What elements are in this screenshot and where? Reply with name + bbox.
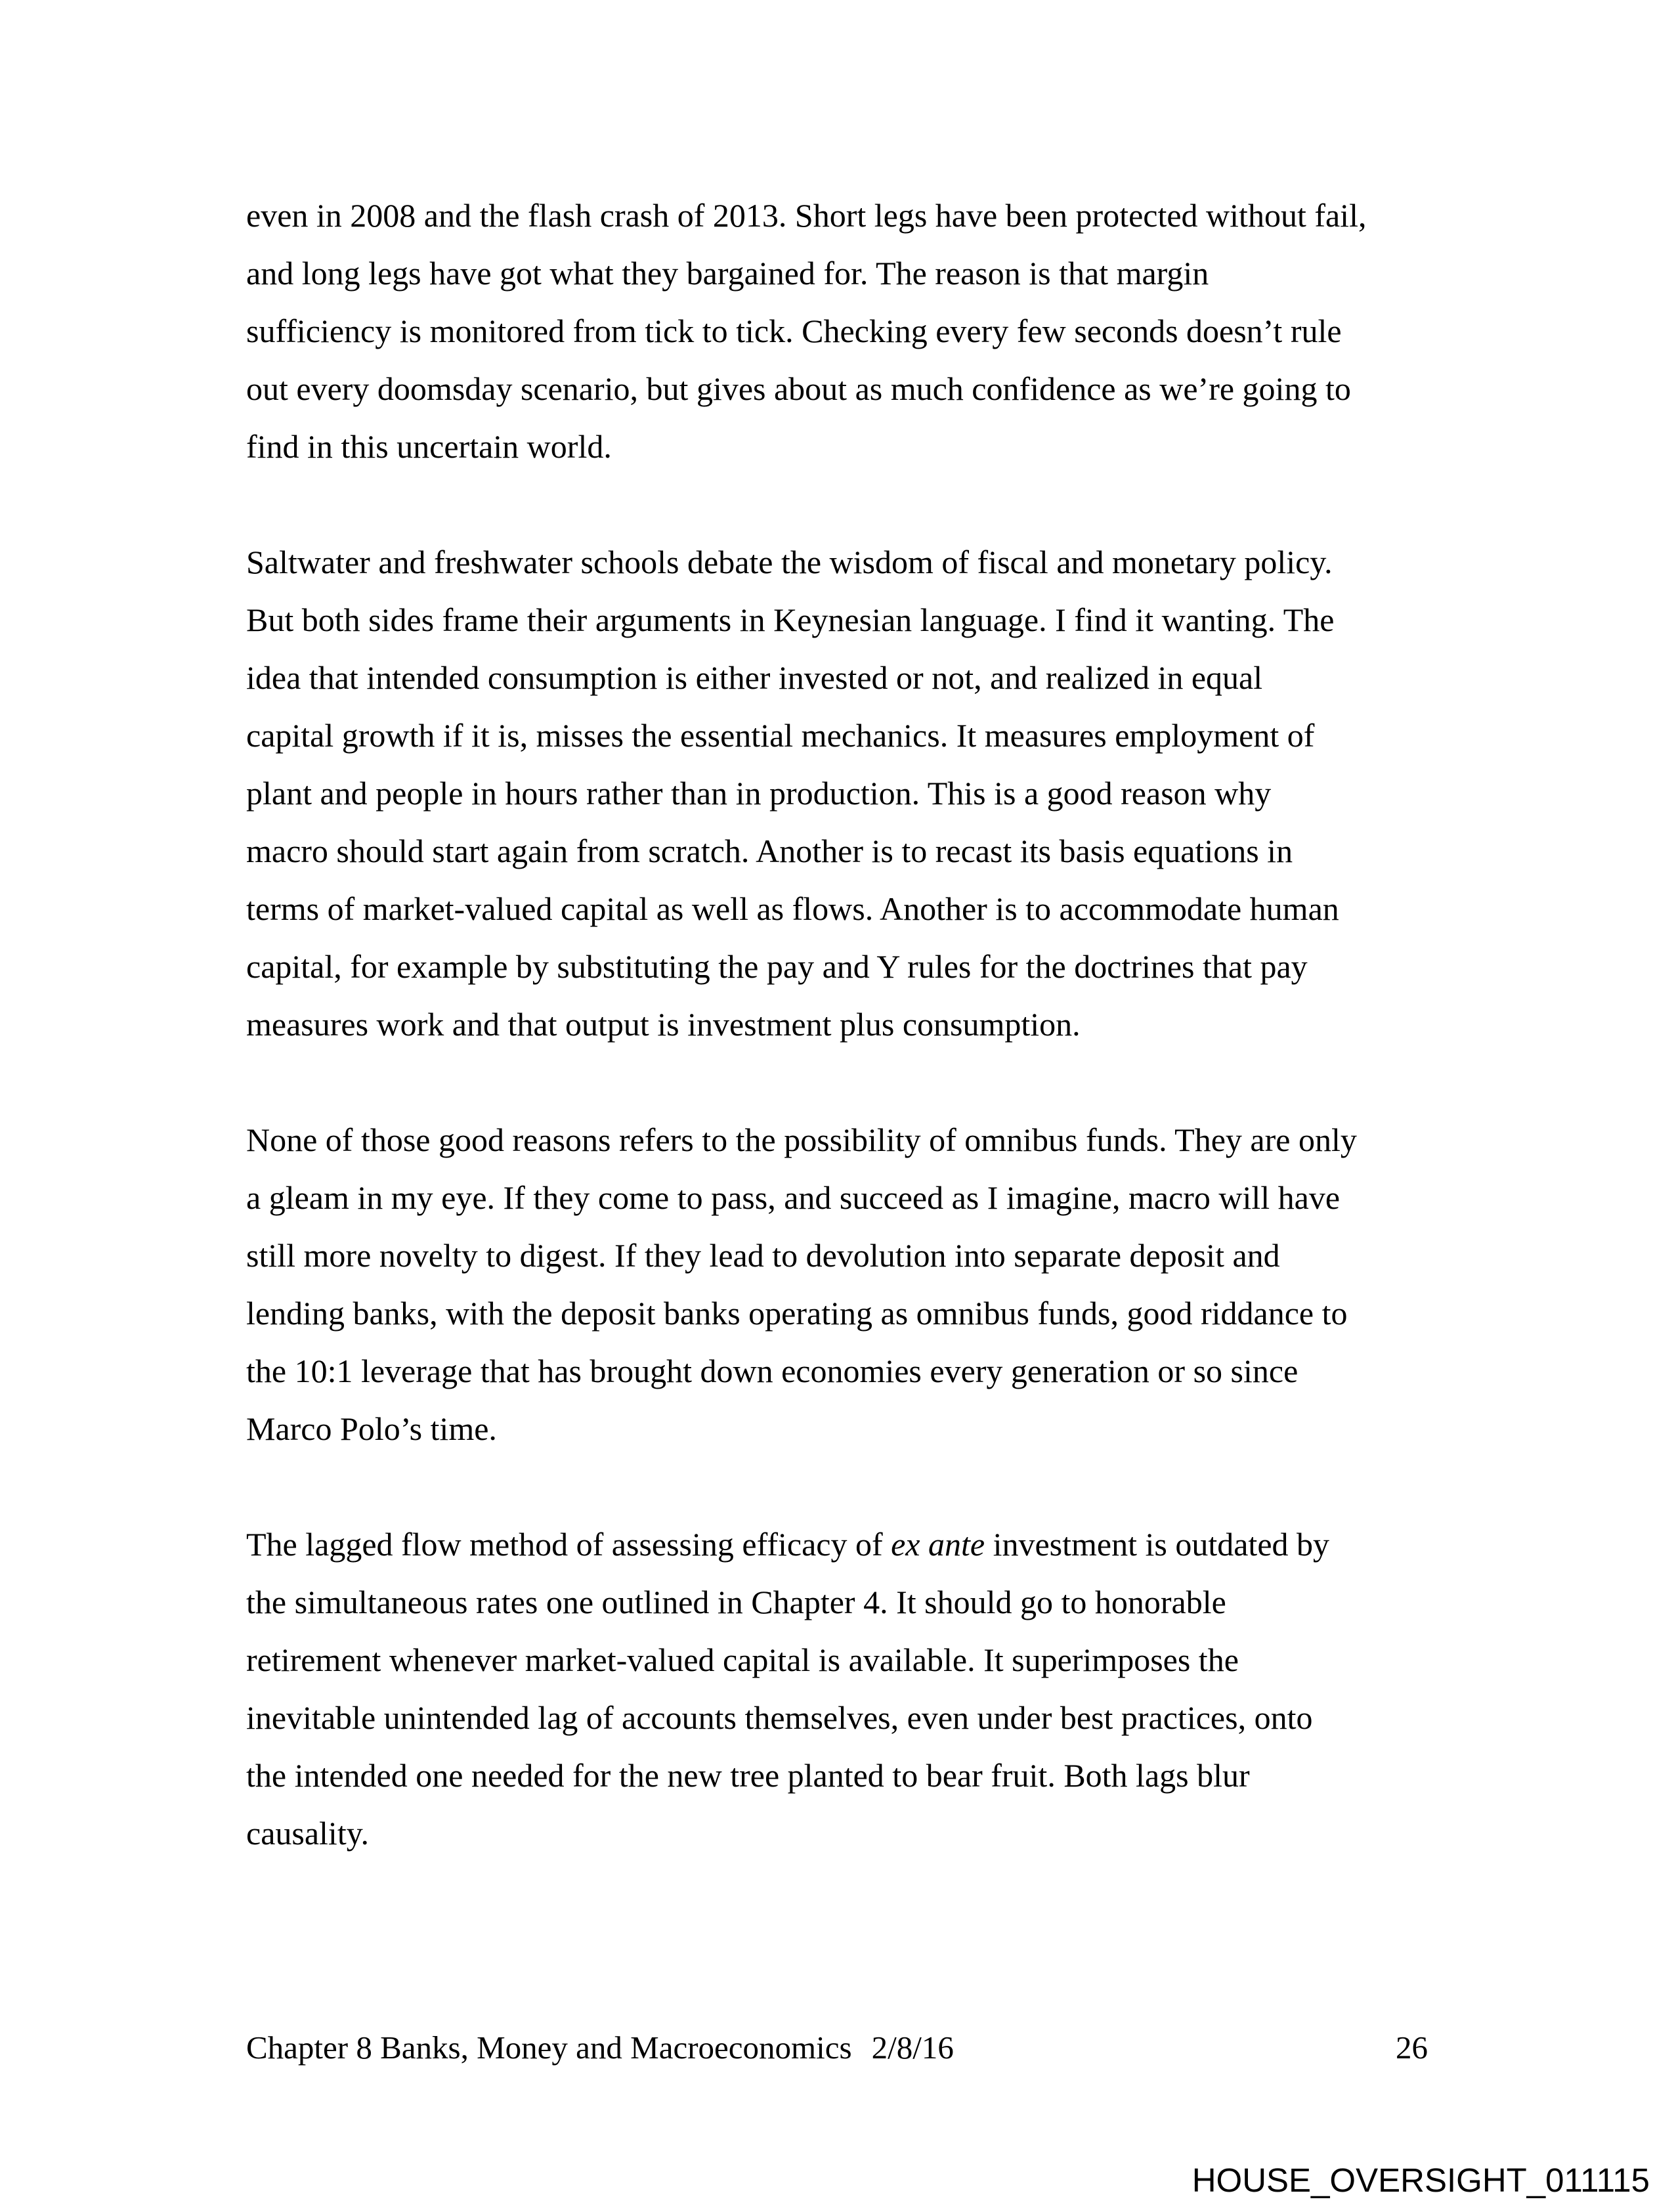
text-line: the intended one needed for the new tree planted to bear fruit. Both lags blur <box>246 1757 1250 1794</box>
text-line: the 10:1 leverage that has brought down economies every generation or so since <box>246 1353 1298 1389</box>
text-line: Marco Polo’s time. <box>246 1410 497 1447</box>
text-line: plant and people in hours rather than in production. This is a good reason why <box>246 775 1272 812</box>
text-segment: investment is outdated by <box>985 1526 1330 1563</box>
text-line: inevitable unintended lag of accounts themselves, even under best practices, onto <box>246 1699 1313 1736</box>
text-line: capital, for example by substituting the pay and Y rules for the doctrines that pay <box>246 948 1308 985</box>
text-line: But both sides frame their arguments in Keynesian language. I find it wanting. The <box>246 601 1335 638</box>
paragraph-3 <box>246 1111 1428 1458</box>
text-line: lending banks, with the deposit banks operating as omnibus funds, good riddance to <box>246 1295 1348 1332</box>
text-line: retirement whenever market-valued capital is available. It superimposes the <box>246 1641 1239 1678</box>
text-line: sufficiency is monitored from tick to tick. Checking every few seconds doesn’t rule <box>246 313 1342 349</box>
text-line: even in 2008 and the flash crash of 2013. Short legs have been protected without fail, <box>246 197 1367 234</box>
page-number: 26 <box>1396 2029 1428 2066</box>
paragraph-2 <box>246 533 1428 1053</box>
italic-phrase: ex ante <box>891 1526 985 1563</box>
text-line: macro should start again from scratch. Another is to recast its basis equations in <box>246 833 1293 869</box>
text-line: out every doomsday scenario, but gives about as much confidence as we’re going to <box>246 370 1351 407</box>
paragraph-4 <box>246 1515 1428 1862</box>
paragraph-1 <box>246 186 1428 475</box>
text-line: and long legs have got what they bargained for. The reason is that margin <box>246 255 1209 292</box>
text-line: None of those good reasons refers to the possibility of omnibus funds. They are only <box>246 1121 1357 1158</box>
footer-chapter-line <box>246 2029 954 2066</box>
text-line: measures work and that output is investment plus consumption. <box>246 1006 1081 1043</box>
text-line: Saltwater and freshwater schools debate the wisdom of fiscal and monetary policy. <box>246 544 1333 580</box>
footer-chapter-label: Chapter 8 Banks, Money and Macroeconomics <box>246 2029 852 2066</box>
text-line <box>246 1515 1428 1573</box>
bates-stamp: HOUSE_OVERSIGHT_011115 <box>1191 2161 1650 2199</box>
text-line: idea that intended consumption is either invested or not, and realized in equal <box>246 659 1263 696</box>
text-line: capital growth if it is, misses the essential mechanics. It measures employment of <box>246 717 1315 754</box>
text-line: the simultaneous rates one outlined in Chapter 4. It should go to honorable <box>246 1584 1226 1620</box>
footer-date: 2/8/16 <box>871 2029 954 2066</box>
text-line: causality. <box>246 1815 369 1852</box>
page-body <box>246 186 1428 1862</box>
text-line: find in this uncertain world. <box>246 428 612 465</box>
text-line: a gleam in my eye. If they come to pass, and succeed as I imagine, macro will have <box>246 1179 1341 1216</box>
text-segment: The lagged flow method of assessing efficacy of <box>246 1526 891 1563</box>
text-line: still more novelty to digest. If they lead to devolution into separate deposit and <box>246 1237 1280 1274</box>
text-line: terms of market-valued capital as well as flows. Another is to accommodate human <box>246 890 1339 927</box>
